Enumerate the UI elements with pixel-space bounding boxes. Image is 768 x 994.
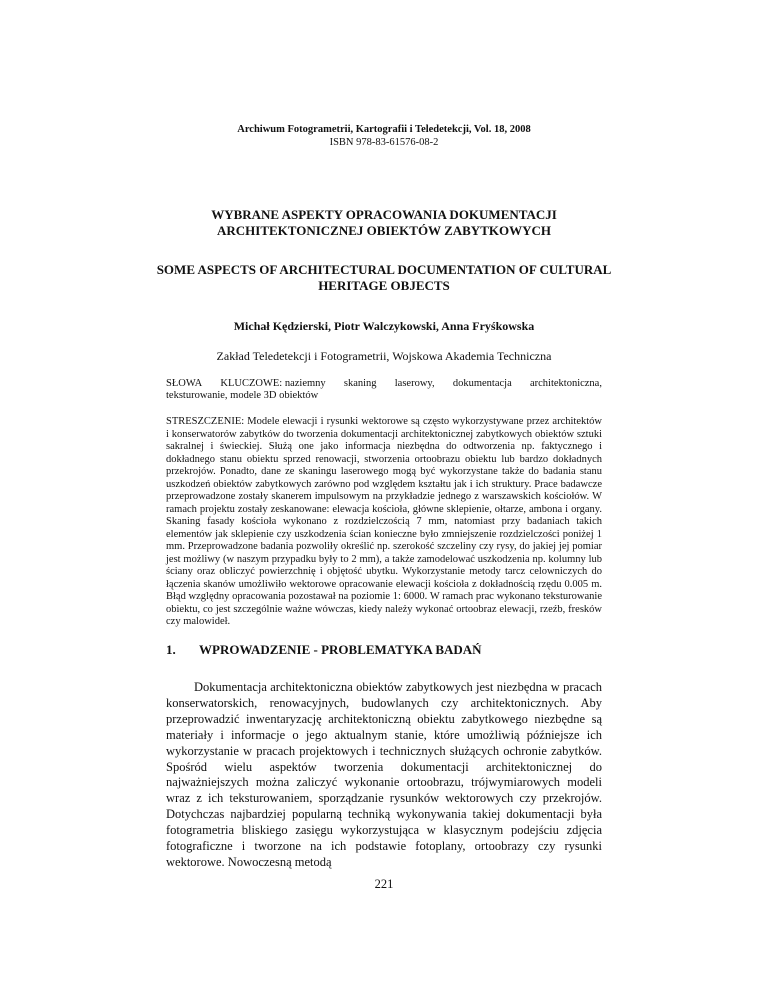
isbn: ISBN 978-83-61576-08-2 <box>329 137 439 148</box>
authors: Michał Kędzierski, Piotr Walczykowski, Anna Fryśkowska <box>233 319 535 333</box>
abstract: STRESZCZENIE: Modele elewacji i rysunki wektorowe są często wykorzystywane przez architektów i konserwatorów zabytków do tworzenia dokumentacji architektonicznej zabytkowych obiektów sztuki sakralnej i świeckiej. Służą one jako informacja niezbędna do odtworzenia np. faktycznego i dokładnego stanu obiektu sprzed renowacji, stworzenia ortoobrazu obiektu lub bardzo dokładnych przekrojów. Ponadto, dane ze skaningu laserowego mogą być wykorzystane także do badania stanu uszkodzeń obiektów zabytkowych zarówno pod względem kształtu jak i ich struktury. Prace badawcze przeprowadzone zostały skanerem impulsowym na przykładzie jednego z warszawskich kościołów. W ramach projektu zostały zeskanowane: elewacja kościoła, główne sklepienie, ołtarze, ambona i organy. Skaning fasady kościoła wykonano z rozdzielczością 7 mm, natomiast przy badaniach takich elementów jak sklepienie czy uszkodzenia ścian konieczne było zmniejszenie rozdzielczości poniżej 1 mm. Przeprowadzone badania pozwoliły określić np. szerokość szczeliny czy rysy, do jakiej jej pomiar jest możliwy (w naszym przypadku były to 2 mm), a także zamodelować uszkodzenia np. kolumny lub ściany oraz obliczyć powierzchnię i objętość ubytku. Wykorzystanie metody tarcz celowniczych do łączenia skanów umożliwiło wektorowe opracowanie elewacji kościoła z dokładnością rzędu 0.005 m. Błąd względny opracowania pozostawał na poziomie 1: 6000. W ramach prac wykonano teksturowanie obiektu, co jest szczególnie ważne wówczas, kiedy należy wykonać ortoobraz elewacji, rzeźb, fresków czy malowideł. <box>166 416 602 627</box>
keywords <box>166 378 602 402</box>
title-english-line2: HERITAGE OBJECTS <box>318 278 450 293</box>
keyword-word: KLUCZOWE: naziemny <box>220 378 326 389</box>
title-polish-line2: ARCHITEKTONICZNEJ OBIEKTÓW ZABYTKOWYCH <box>217 223 551 238</box>
keyword-word: dokumentacja <box>452 378 512 389</box>
affiliation: Zakład Teledetekcji i Fotogrametrii, Wojskowa Akademia Techniczna <box>216 349 552 363</box>
section-number: 1. <box>166 642 176 657</box>
keyword-word: SŁOWA <box>166 378 203 389</box>
keyword-word: laserowy, <box>394 378 435 389</box>
journal-title: Archiwum Fotogrametrii, Kartografii i Teledetekcji, Vol. 18, 2008 <box>237 124 531 135</box>
page-number: 221 <box>374 877 394 891</box>
title-english <box>150 262 618 294</box>
title-polish-line1: WYBRANE ASPEKTY OPRACOWANIA DOKUMENTACJI <box>211 207 557 222</box>
keywords-line1 <box>166 378 602 390</box>
section-title: WPROWADZENIE - PROBLEMATYKA BADAŃ <box>199 642 482 657</box>
journal-header <box>0 123 768 149</box>
title-english-line1: SOME ASPECTS OF ARCHITECTURAL DOCUMENTATION OF CULTURAL <box>156 262 612 277</box>
keyword-word: skaning <box>343 378 377 389</box>
keywords-line2: teksturowanie, modele 3D obiektów <box>166 390 319 401</box>
keyword-word: architektoniczna, <box>529 378 602 389</box>
title-polish <box>150 207 618 239</box>
body-paragraph: Dokumentacja architektoniczna obiektów zabytkowych jest niezbędna w pracach konserwatorskich, renowacyjnych, budowlanych czy architektonicznych. Aby przeprowadzić inwentaryzację architektoniczną obiektu zabytkowego niezbędne są materiały i informacje o jego aktualnym stanie, które umożliwią późniejsze ich wykorzystanie w pracach projektowych i technicznych służących ochronie zabytków. Spośród wielu aspektów tworzenia dokumentacji architektonicznej do najważniejszych można zaliczyć wykonanie ortoobrazu, trójwymiarowych modeli wraz z ich teksturowaniem, sporządzanie rysunków wektorowych czy przekrojów. Dotychczas najbardziej popularną techniką wykonywania takiej dokumentacji była fotogrametria bliskiego zasięgu wykorzystująca w klasycznym podejściu zdjęcia fotograficzne i tworzone na ich podstawie fotoplany, ortoobrazy czy rysunki wektorowe. Nowoczesną metodą <box>166 680 602 869</box>
section-heading <box>166 642 482 658</box>
